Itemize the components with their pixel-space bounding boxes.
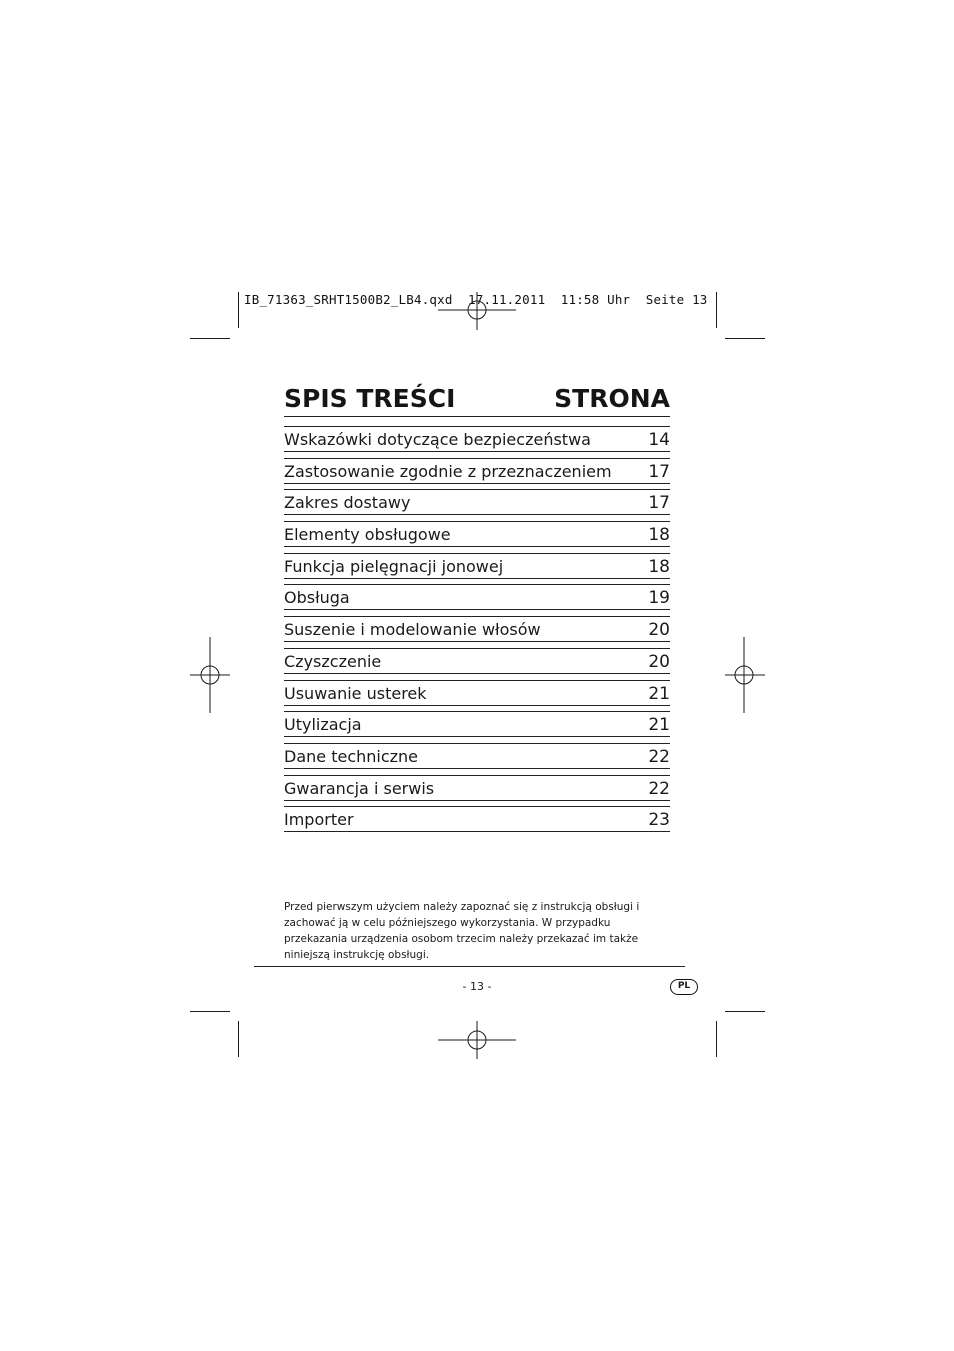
registration-mark-icon <box>190 637 230 713</box>
toc-entry-title: Usuwanie usterek <box>284 683 427 703</box>
crop-mark <box>238 1021 239 1057</box>
toc-entry-page: 22 <box>648 778 670 799</box>
crop-mark <box>190 1011 230 1012</box>
toc-entry[interactable] <box>284 680 670 706</box>
usage-note-line: zachować ją w celu późniejszego wykorzystania. W przypadku <box>284 917 611 929</box>
toc-entry[interactable] <box>284 616 670 642</box>
toc-entry-page: 19 <box>648 588 670 609</box>
usage-note-line: Przed pierwszym użyciem należy zapoznać się z instrukcją obsługi i <box>284 901 640 913</box>
usage-note <box>284 899 644 963</box>
page-column-title: STRONA <box>554 384 670 413</box>
toc-entry-title: Funkcja pielęgnacji jonowej <box>284 556 504 576</box>
toc-entry-title: Zastosowanie zgodnie z przeznaczeniem <box>284 461 612 481</box>
toc-entry-title: Importer <box>284 810 354 830</box>
toc-entry[interactable] <box>284 584 670 610</box>
toc-entry[interactable] <box>284 648 670 674</box>
crop-mark <box>716 292 717 328</box>
toc-entry-page: 20 <box>648 651 670 672</box>
toc-entry-title: Wskazówki dotyczące bezpieczeństwa <box>284 430 591 449</box>
toc-entry-title: Dane techniczne <box>284 746 419 766</box>
toc-entry[interactable] <box>284 806 670 832</box>
toc-entry-title: Czyszczenie <box>284 651 382 671</box>
crop-mark <box>725 338 765 339</box>
toc-entry-page: 22 <box>648 746 670 767</box>
footer-divider <box>254 966 685 967</box>
toc-entry-page: 18 <box>648 525 670 546</box>
toc-entry-page: 20 <box>648 620 670 641</box>
toc-entry-title: Gwarancja i serwis <box>284 778 435 798</box>
crop-mark <box>190 338 230 339</box>
registration-mark-icon <box>438 292 516 330</box>
toc-entry[interactable] <box>284 521 670 547</box>
toc-entry[interactable] <box>284 458 670 484</box>
toc-entry-page: 23 <box>648 810 670 831</box>
toc-entry-page: 14 <box>648 430 670 450</box>
toc-title: SPIS TREŚCI <box>284 384 456 413</box>
toc-entry-page: 21 <box>648 715 670 736</box>
crop-mark <box>716 1021 717 1057</box>
registration-mark-icon <box>725 637 765 713</box>
toc-entry[interactable] <box>284 489 670 515</box>
toc-entry-title: Utylizacja <box>284 715 362 735</box>
toc-entry-page: 17 <box>648 461 670 482</box>
toc-heading <box>284 384 670 417</box>
toc-entry-page: 21 <box>648 683 670 704</box>
toc-entry-page: 18 <box>648 556 670 577</box>
toc-entry-title: Elementy obsługowe <box>284 525 451 545</box>
toc-entry[interactable] <box>284 743 670 769</box>
toc-entry[interactable] <box>284 553 670 579</box>
table-of-contents <box>284 426 670 838</box>
toc-entry-title: Suszenie i modelowanie włosów <box>284 620 541 640</box>
toc-entry[interactable] <box>284 775 670 801</box>
toc-entry[interactable] <box>284 426 670 452</box>
usage-note-line: niniejszą instrukcję obsługi. <box>284 949 430 961</box>
usage-note-line: przekazania urządzenia osobom trzecim należy przekazać im także <box>284 933 639 945</box>
language-badge: PL <box>670 979 698 995</box>
toc-entry-page: 17 <box>648 493 670 514</box>
toc-entry[interactable] <box>284 711 670 737</box>
crop-mark <box>238 292 239 328</box>
toc-entry-title: Obsługa <box>284 588 350 608</box>
print-slug: IB_71363_SRHT1500B2_LB4.qxd 17.11.2011 11:58 Uhr Seite 13 <box>244 292 708 307</box>
toc-entry-title: Zakres dostawy <box>284 493 411 513</box>
registration-mark-icon <box>438 1021 516 1059</box>
page-number: - 13 - <box>462 980 492 993</box>
crop-mark <box>725 1011 765 1012</box>
